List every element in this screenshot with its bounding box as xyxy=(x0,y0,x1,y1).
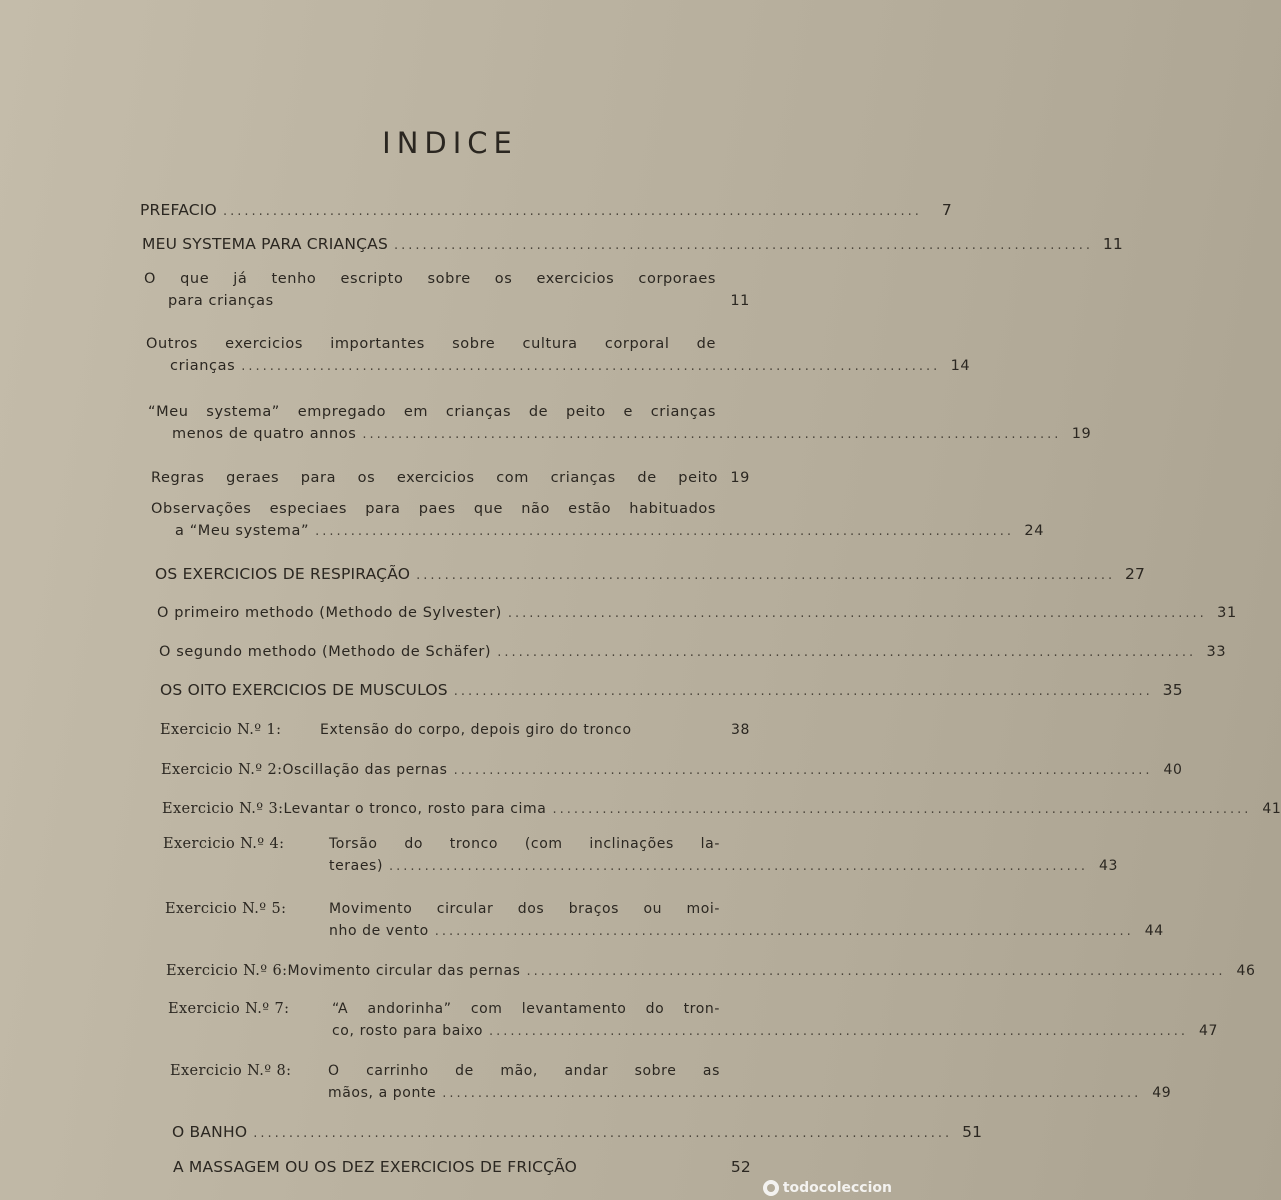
toc-page-number: 11 xyxy=(730,293,750,309)
dot-leader: .................................................................................................. xyxy=(394,238,1093,253)
toc-entry-exercicio-4 xyxy=(163,833,1118,878)
toc-page-number: 14 xyxy=(950,358,971,374)
toc-entry-text: Regras geraes para os exercicios com crianças de peito xyxy=(151,470,718,486)
toc-page-number: 19 xyxy=(1071,426,1092,442)
toc-entry-text: MEU SYSTEMA PARA CRIANÇAS xyxy=(142,235,389,253)
exercise-label: Exercicio N.º 4: xyxy=(163,836,285,852)
toc-entry-text: Oscillação das pernas xyxy=(282,762,448,778)
exercise-label: Exercicio N.º 2: xyxy=(161,762,283,778)
toc-page-number: 35 xyxy=(1162,681,1183,699)
toc-entry-regras-geraes xyxy=(151,467,750,489)
dot-leader: .................................................................................................. xyxy=(315,524,1015,539)
toc-entry-text: Extensão do corpo, depois giro do tronco xyxy=(320,722,632,738)
toc-entry-meu-systema xyxy=(142,233,1123,257)
toc-page-number: 7 xyxy=(941,201,952,219)
dot-leader: .................................................................................................. xyxy=(389,859,1088,874)
toc-entry-prefacio xyxy=(140,199,952,223)
toc-entry-exercicio-6 xyxy=(166,960,1256,983)
toc-page-number: 31 xyxy=(1217,605,1237,621)
toc-entry-text: Outros exercicios importantes sobre cultura corporal de xyxy=(146,336,716,352)
toc-entry-observacoes xyxy=(151,498,1045,543)
toc-entry-text: Movimento circular das pernas xyxy=(287,963,521,979)
toc-entry-text: O que já tenho escripto sobre os exercicios corporaes xyxy=(144,271,716,287)
toc-page-number: 46 xyxy=(1236,963,1256,979)
toc-page-number: 11 xyxy=(1102,235,1123,253)
toc-entry-text: Levantar o tronco, rosto para cima xyxy=(283,801,547,817)
toc-page-number: 24 xyxy=(1024,523,1045,539)
toc-page-number: 43 xyxy=(1098,858,1118,874)
toc-entry-criancas-de-peito xyxy=(148,401,1092,446)
toc-entry-text: mãos, a ponte xyxy=(328,1085,437,1101)
toc-entry-exercicio-2 xyxy=(161,759,1183,782)
toc-page-number: 33 xyxy=(1206,644,1227,660)
toc-page-number: 40 xyxy=(1163,762,1183,778)
toc-page-number: 27 xyxy=(1124,565,1146,583)
toc-entry-ja-escripto xyxy=(144,268,750,313)
dot-leader: .................................................................................................. xyxy=(453,684,1153,699)
toc-page-number: 47 xyxy=(1198,1023,1218,1039)
dot-leader: .................................................................................................. xyxy=(552,802,1252,817)
toc-entry-text: nho de vento xyxy=(329,923,429,939)
toc-entry-primeiro-methodo xyxy=(157,602,1237,625)
toc-entry-exercicio-5 xyxy=(165,898,1164,943)
toc-entry-text: OS EXERCICIOS DE RESPIRAÇÃO xyxy=(155,565,411,583)
toc-entry-text: para crianças xyxy=(168,293,274,309)
dot-leader: .................................................................................................. xyxy=(253,1126,953,1141)
dot-leader: .................................................................................................. xyxy=(416,568,1116,583)
dot-leader: .................................................................................................. xyxy=(453,763,1153,778)
toc-page-number: 41 xyxy=(1262,801,1281,817)
dot-leader: .................................................................................................. xyxy=(241,359,941,374)
dot-leader: .................................................................................................. xyxy=(526,964,1226,979)
toc-entry-text: PREFACIO xyxy=(140,201,217,219)
exercise-label: Exercicio N.º 8: xyxy=(170,1063,292,1079)
watermark xyxy=(763,1180,892,1196)
toc-entry-text: OS OITO EXERCICIOS DE MUSCULOS xyxy=(160,681,448,699)
toc-entry-text: O carrinho de mão, andar sobre as xyxy=(328,1063,720,1079)
watermark-text: todocoleccion xyxy=(782,1180,892,1196)
toc-entry-respiracao xyxy=(155,563,1146,587)
toc-entry-exercicio-3 xyxy=(162,798,1281,821)
toc-entry-segundo-methodo xyxy=(159,641,1227,664)
exercise-label: Exercicio N.º 6: xyxy=(166,963,288,979)
toc-entry-banho xyxy=(172,1121,983,1145)
toc-entry-text: a “Meu systema” xyxy=(175,523,310,539)
toc-entry-outros-exercicios xyxy=(146,333,971,378)
toc-page-number: 49 xyxy=(1152,1085,1172,1101)
toc-entry-oito-exercicios xyxy=(160,679,1183,703)
toc-entry-text: Torsão do tronco (com inclinações la- xyxy=(329,836,720,852)
toc-entry-text: Observações especiaes para paes que não estão habituados xyxy=(151,501,716,517)
toc-entry-text: crianças xyxy=(170,358,236,374)
page-title: INDICE xyxy=(382,126,518,160)
dot-leader: .................................................................................................. xyxy=(489,1024,1188,1039)
dot-leader: .................................................................................................. xyxy=(507,606,1207,621)
toc-page-number: 52 xyxy=(730,1158,751,1176)
exercise-label: Exercicio N.º 7: xyxy=(168,1001,290,1017)
dot-leader: .................................................................................................. xyxy=(222,204,922,219)
toc-entry-text: Movimento circular dos braços ou moi- xyxy=(329,901,720,917)
toc-entry-text: O BANHO xyxy=(172,1123,248,1141)
dot-leader: .................................................................................................. xyxy=(442,1086,1142,1101)
toc-page-number: 51 xyxy=(962,1123,983,1141)
toc-entry-text: O segundo methodo (Methodo de Schäfer) xyxy=(159,644,492,660)
toc-page-number: 44 xyxy=(1144,923,1164,939)
toc-entry-text: menos de quatro annos xyxy=(172,426,357,442)
exercise-label: Exercicio N.º 3: xyxy=(162,801,284,817)
dot-leader: .................................................................................................. xyxy=(434,924,1134,939)
toc-entry-text: O primeiro methodo (Methodo de Sylvester) xyxy=(157,605,502,621)
toc-entry-text: “Meu systema” empregado em crianças de peito e crianças xyxy=(148,404,716,420)
exercise-label: Exercicio N.º 1: xyxy=(160,722,282,738)
exercise-label: Exercicio N.º 5: xyxy=(165,901,287,917)
dot-leader: .................................................................................................. xyxy=(497,645,1197,660)
toc-entry-massagem xyxy=(173,1156,751,1178)
todocoleccion-logo-icon xyxy=(763,1180,779,1196)
toc-entry-exercicio-8 xyxy=(170,1060,1172,1105)
dot-leader: .................................................................................................. xyxy=(362,427,1062,442)
toc-page-number: 19 xyxy=(730,470,750,486)
toc-entry-text: teraes) xyxy=(329,858,384,874)
toc-entry-text: co, rosto para baixo xyxy=(332,1023,484,1039)
toc-entry-exercicio-1 xyxy=(160,719,750,741)
toc-entry-text: A MASSAGEM OU OS DEZ EXERCICIOS DE FRICÇÃO xyxy=(173,1158,578,1176)
toc-entry-text: “A andorinha” com levantamento do tron- xyxy=(332,1001,720,1017)
toc-page-number: 38 xyxy=(730,722,750,738)
toc-entry-exercicio-7 xyxy=(168,998,1218,1043)
